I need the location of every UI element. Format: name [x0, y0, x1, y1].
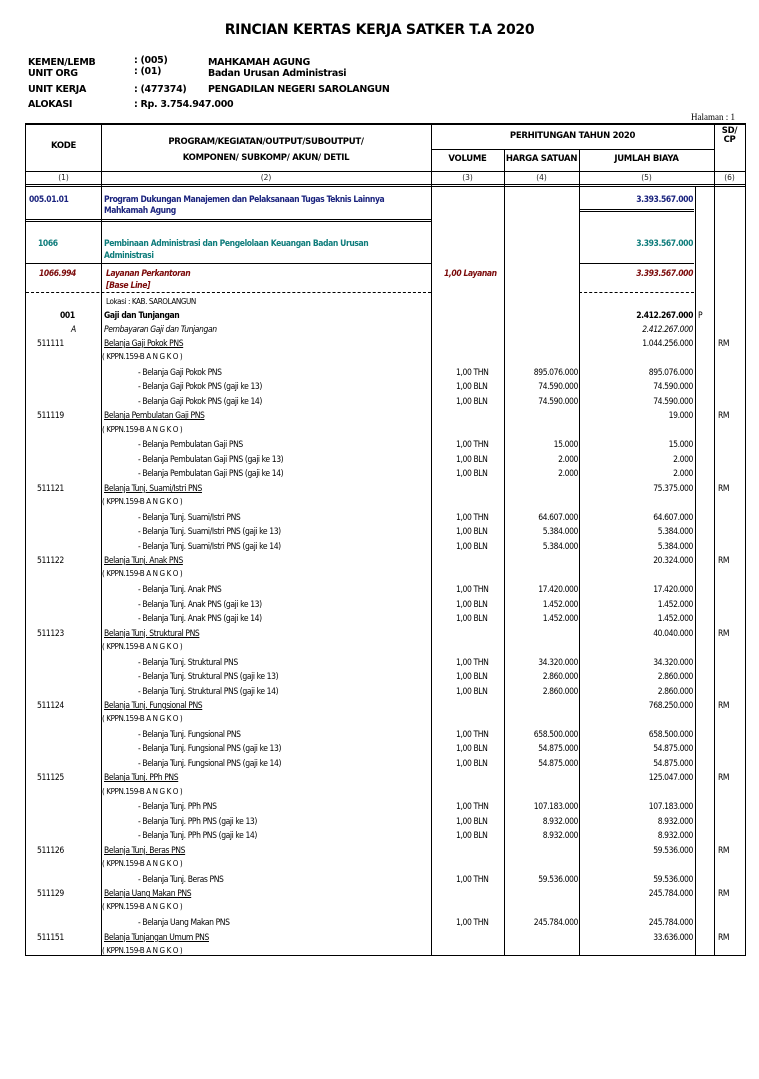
akun-kppn: ( KPPN.159-B A N G K O ): [102, 497, 183, 506]
detail-jumlah-biaya: 8.932.000: [657, 816, 693, 827]
detail-volume: 1,00 BLN: [456, 816, 488, 827]
akun-kppn: ( KPPN.159-B A N G K O ): [102, 641, 183, 651]
program-name-line1: Program Dukungan Manajemen dan Pelaksanaan Tugas Teknis Lainnya: [104, 195, 385, 205]
col-number-4: (4): [536, 173, 547, 182]
detail-volume: 1,00 BLN: [456, 396, 488, 407]
output-total: 3.393.567.000: [636, 269, 693, 279]
detail-volume: 1,00 BLN: [456, 744, 488, 755]
detail-volume: 1,00 BLN: [456, 541, 488, 552]
detail-harga-satuan: 74.590.000: [538, 382, 578, 393]
header-perhitungan: PERHITUNGAN TAHUN 2020: [509, 131, 636, 141]
akun-sumber-dana: RM: [718, 628, 730, 639]
kegiatan-name-line2: Administrasi: [104, 251, 154, 261]
detail-name: - Belanja Tunj. Struktural PNS (gaji ke 13): [138, 672, 279, 682]
akun-name: Belanja Gaji Pokok PNS: [104, 339, 184, 349]
detail-volume: 1,00 THN: [456, 367, 489, 378]
detail-volume: 1,00 BLN: [456, 382, 488, 393]
detail-volume: 1,00 BLN: [456, 672, 488, 682]
header-sdcp-line1: SD/: [721, 126, 738, 136]
detail-jumlah-biaya: 54.875.000: [653, 744, 693, 755]
output-code: 1066.994: [39, 269, 76, 279]
akun-code: 511126: [37, 845, 64, 856]
header-harga-satuan: HARGA SATUAN: [505, 154, 578, 164]
detail-jumlah-biaya: 8.932.000: [657, 831, 693, 842]
program-name-line2: Mahkamah Agung: [104, 206, 176, 216]
detail-name: - Belanja Pembulatan Gaji PNS: [138, 440, 243, 451]
detail-name: - Belanja Tunj. Fungsional PNS (gaji ke 14): [138, 758, 282, 769]
alokasi-label: ALOKASI: [28, 99, 73, 110]
akun-code: 511122: [37, 556, 64, 567]
col-number-2: (2): [260, 173, 272, 182]
header-jumlah-biaya: JUMLAH BIAYA: [614, 154, 679, 164]
akun-total: 768.250.000: [648, 701, 693, 711]
detail-harga-satuan: 107.183.000: [533, 802, 578, 813]
detail-jumlah-biaya: 2.000: [673, 454, 693, 465]
detail-jumlah-biaya: 74.590.000: [653, 382, 693, 393]
header-volume: VOLUME: [448, 154, 487, 164]
detail-name: - Belanja Gaji Pokok PNS (gaji ke 14): [138, 396, 262, 407]
detail-volume: 1,00 BLN: [456, 527, 488, 538]
col-number-1: (1): [58, 173, 69, 182]
detail-name: - Belanja Gaji Pokok PNS (gaji ke 13): [138, 382, 262, 393]
detail-name: - Belanja Tunj. PPh PNS (gaji ke 13): [138, 816, 257, 827]
detail-name: - Belanja Tunj. PPh PNS: [138, 802, 217, 813]
col-divider: [695, 187, 696, 955]
akun-total: 20.324.000: [653, 556, 693, 567]
detail-volume: 1,00 BLN: [456, 831, 488, 842]
akun-name: Belanja Pembulatan Gaji PNS: [104, 411, 205, 422]
detail-harga-satuan: 245.784.000: [533, 918, 578, 929]
detail-jumlah-biaya: 245.784.000: [648, 918, 693, 929]
subkomponen-code: A: [71, 325, 76, 335]
col-divider: [714, 125, 715, 955]
detail-jumlah-biaya: 895.076.000: [648, 367, 693, 378]
detail-harga-satuan: 895.076.000: [533, 367, 578, 378]
akun-total: 40.040.000: [653, 628, 693, 639]
akun-sumber-dana: RM: [718, 889, 730, 900]
akun-total: 59.536.000: [653, 845, 693, 856]
header-program-line2: KOMPONEN/ SUBKOMP/ AKUN/ DETIL: [182, 153, 350, 163]
detail-name: - Belanja Pembulatan Gaji PNS (gaji ke 13): [138, 454, 284, 465]
col-number-6: (6): [724, 173, 735, 182]
unit-kerja-code: : (477374): [134, 84, 187, 95]
detail-harga-satuan: 64.607.000: [538, 512, 578, 523]
detail-jumlah-biaya: 1.452.000: [657, 614, 693, 625]
unit-org-label: UNIT ORG: [28, 68, 78, 79]
akun-total: 1.044.256.000: [642, 339, 693, 349]
program-divider: [26, 221, 431, 222]
akun-sumber-dana: RM: [718, 483, 730, 494]
akun-name: Belanja Tunj. PPh PNS: [104, 773, 179, 784]
underline: [579, 209, 694, 210]
detail-jumlah-biaya: 2.000: [673, 469, 693, 480]
output-name: Layanan Perkantoran: [106, 269, 191, 279]
unit-kerja-name: PENGADILAN NEGERI SAROLANGUN: [208, 84, 390, 95]
col-divider: [431, 125, 432, 955]
detail-name: - Belanja Tunj. Struktural PNS: [138, 657, 238, 668]
detail-volume: 1,00 THN: [456, 918, 489, 929]
detail-volume: 1,00 THN: [456, 512, 489, 523]
detail-harga-satuan: 2.000: [558, 454, 578, 465]
header-divider: [26, 186, 745, 187]
akun-code: 511125: [37, 773, 64, 784]
detail-jumlah-biaya: 5.384.000: [657, 527, 693, 538]
komponen-flag: P: [698, 311, 703, 321]
alokasi-value: : Rp. 3.754.947.000: [134, 99, 234, 110]
detail-jumlah-biaya: 1.452.000: [657, 599, 693, 610]
komponen-total: 2.412.267.000: [636, 311, 693, 321]
detail-name: - Belanja Tunj. Fungsional PNS: [138, 729, 241, 740]
akun-sumber-dana: RM: [718, 845, 730, 856]
akun-total: 33.636.000: [653, 932, 693, 943]
kegiatan-divider: [26, 263, 431, 264]
detail-jumlah-biaya: 17.420.000: [653, 585, 693, 596]
program-divider: [26, 219, 431, 220]
detail-volume: 1,00 BLN: [456, 599, 488, 610]
detail-volume: 1,00 THN: [456, 729, 489, 740]
akun-kppn: ( KPPN.159-B A N G K O ): [102, 786, 183, 796]
detail-harga-satuan: 34.320.000: [538, 657, 578, 668]
detail-volume: 1,00 BLN: [456, 614, 488, 625]
akun-total: 245.784.000: [648, 889, 693, 900]
akun-total: 19.000: [668, 411, 693, 422]
col-number-5: (5): [641, 173, 652, 182]
detail-jumlah-biaya: 5.384.000: [657, 541, 693, 552]
output-dashed-divider: [26, 292, 431, 294]
subkomponen-total: 2.412.267.000: [642, 325, 693, 335]
akun-kppn: ( KPPN.159-B A N G K O ): [102, 902, 183, 912]
detail-jumlah-biaya: 34.320.000: [653, 657, 693, 668]
akun-name: Belanja Uang Makan PNS: [104, 889, 192, 900]
detail-jumlah-biaya: 107.183.000: [648, 802, 693, 813]
page-number: Halaman : 1: [691, 112, 735, 122]
detail-volume: 1,00 THN: [456, 585, 489, 596]
detail-volume: 1,00 THN: [456, 657, 489, 668]
komponen-code: 001: [60, 311, 75, 321]
detail-volume: 1,00 BLN: [456, 454, 488, 465]
detail-name: - Belanja Tunj. Suami/Istri PNS: [138, 512, 241, 523]
detail-jumlah-biaya: 658.500.000: [648, 729, 693, 740]
header-program-line1: PROGRAM/KEGIATAN/OUTPUT/SUBOUTPUT/: [168, 137, 364, 147]
detail-name: - Belanja Tunj. Struktural PNS (gaji ke 14): [138, 686, 279, 697]
kemen-label: KEMEN/LEMB: [28, 57, 96, 68]
budget-table: [25, 123, 746, 956]
kegiatan-name-line1: Pembinaan Administrasi dan Pengelolaan Keuangan Badan Urusan: [104, 239, 369, 249]
detail-harga-satuan: 15.000: [553, 440, 578, 451]
detail-name: - Belanja Tunj. Beras PNS: [138, 874, 224, 885]
akun-code: 511111: [37, 339, 64, 349]
akun-kppn: ( KPPN.159-B A N G K O ): [102, 352, 183, 362]
detail-volume: 1,00 THN: [456, 874, 489, 885]
detail-name: - Belanja Tunj. Fungsional PNS (gaji ke 13): [138, 744, 282, 755]
detail-volume: 1,00 THN: [456, 440, 489, 451]
unit-org-name: Badan Urusan Administrasi: [208, 68, 347, 79]
detail-harga-satuan: 2.860.000: [542, 686, 578, 697]
col-divider: [101, 125, 102, 955]
subkomponen-name: Pembayaran Gaji dan Tunjangan: [104, 325, 217, 335]
kegiatan-code: 1066: [38, 239, 58, 249]
akun-total: 125.047.000: [648, 773, 693, 784]
output-volume: 1,00 Layanan: [444, 269, 497, 279]
akun-kppn: ( KPPN.159-B A N G K O ): [102, 714, 183, 724]
akun-kppn: ( KPPN.159-B A N G K O ): [102, 859, 183, 868]
header-divider: [431, 149, 714, 150]
detail-name: - Belanja Gaji Pokok PNS: [138, 367, 222, 378]
akun-name: Belanja Tunj. Suami/Istri PNS: [104, 483, 202, 494]
header-kode: KODE: [50, 141, 77, 151]
kemen-code: : (005): [134, 55, 168, 66]
akun-code: 511124: [37, 701, 64, 711]
detail-harga-satuan: 5.384.000: [542, 527, 578, 538]
detail-harga-satuan: 74.590.000: [538, 396, 578, 407]
detail-name: - Belanja Tunj. PPh PNS (gaji ke 14): [138, 831, 257, 842]
program-total: 3.393.567.000: [636, 195, 693, 205]
detail-volume: 1,00 BLN: [456, 758, 488, 769]
detail-harga-satuan: 1.452.000: [542, 614, 578, 625]
akun-kppn: ( KPPN.159-B A N G K O ): [102, 424, 183, 434]
lokasi: Lokasi : KAB. SAROLANGUN: [106, 297, 196, 306]
unit-org-code: : (01): [134, 66, 162, 77]
akun-name: Belanja Tunj. Struktural PNS: [104, 628, 200, 639]
underline: [579, 211, 694, 212]
detail-name: - Belanja Uang Makan PNS: [138, 918, 230, 929]
detail-name: - Belanja Tunj. Anak PNS (gaji ke 14): [138, 614, 262, 625]
header-sdcp: [714, 127, 745, 145]
kemen-name: MAHKAMAH AGUNG: [208, 57, 310, 68]
detail-name: - Belanja Tunj. Suami/Istri PNS (gaji ke 13): [138, 527, 281, 538]
akun-code: 511123: [37, 628, 64, 639]
akun-sumber-dana: RM: [718, 339, 730, 349]
akun-sumber-dana: RM: [718, 701, 730, 711]
akun-total: 75.375.000: [653, 483, 693, 494]
detail-harga-satuan: 54.875.000: [538, 744, 578, 755]
akun-kppn: ( KPPN.159-B A N G K O ): [102, 945, 183, 955]
unit-kerja-label: UNIT KERJA: [28, 84, 87, 95]
detail-jumlah-biaya: 2.860.000: [657, 686, 693, 697]
program-code: 005.01.01: [29, 195, 69, 205]
output-dashed-underline: [579, 292, 694, 294]
komponen-name: Gaji dan Tunjangan: [104, 311, 180, 321]
akun-code: 511121: [37, 483, 64, 494]
akun-code: 511151: [37, 932, 64, 943]
detail-harga-satuan: 1.452.000: [542, 599, 578, 610]
detail-jumlah-biaya: 59.536.000: [653, 874, 693, 885]
akun-sumber-dana: RM: [718, 773, 730, 784]
akun-code: 511129: [37, 889, 64, 900]
output-baseline: [Base Line]: [106, 281, 151, 291]
detail-volume: 1,00 BLN: [456, 469, 488, 480]
header-sdcp-line2: CP: [723, 135, 736, 145]
document-title: RINCIAN KERTAS KERJA SATKER T.A 2020: [224, 22, 535, 38]
detail-jumlah-biaya: 2.860.000: [657, 672, 693, 682]
akun-sumber-dana: RM: [718, 411, 730, 422]
detail-name: - Belanja Tunj. Anak PNS: [138, 585, 222, 596]
detail-name: - Belanja Pembulatan Gaji PNS (gaji ke 14): [138, 469, 284, 480]
header-divider: [26, 184, 745, 185]
detail-harga-satuan: 17.420.000: [538, 585, 578, 596]
akun-code: 511119: [37, 411, 64, 422]
col-number-3: (3): [462, 173, 473, 182]
akun-name: Belanja Tunj. Fungsional PNS: [104, 701, 203, 711]
detail-harga-satuan: 5.384.000: [542, 541, 578, 552]
detail-jumlah-biaya: 15.000: [668, 440, 693, 451]
akun-name: Belanja Tunjangan Umum PNS: [104, 932, 209, 943]
detail-harga-satuan: 2.860.000: [542, 672, 578, 682]
detail-harga-satuan: 658.500.000: [533, 729, 578, 740]
kegiatan-total: 3.393.567.000: [636, 239, 693, 249]
akun-name: Belanja Tunj. Anak PNS: [104, 556, 183, 567]
akun-sumber-dana: RM: [718, 556, 730, 567]
detail-jumlah-biaya: 54.875.000: [653, 758, 693, 769]
akun-kppn: ( KPPN.159-B A N G K O ): [102, 569, 183, 579]
detail-jumlah-biaya: 74.590.000: [653, 396, 693, 407]
akun-name: Belanja Tunj. Beras PNS: [104, 845, 186, 856]
detail-harga-satuan: 59.536.000: [538, 874, 578, 885]
detail-name: - Belanja Tunj. Suami/Istri PNS (gaji ke 14): [138, 541, 281, 552]
detail-jumlah-biaya: 64.607.000: [653, 512, 693, 523]
detail-harga-satuan: 2.000: [558, 469, 578, 480]
detail-harga-satuan: 8.932.000: [542, 831, 578, 842]
detail-harga-satuan: 8.932.000: [542, 816, 578, 827]
detail-volume: 1,00 THN: [456, 802, 489, 813]
akun-sumber-dana: RM: [718, 932, 730, 943]
detail-harga-satuan: 54.875.000: [538, 758, 578, 769]
detail-name: - Belanja Tunj. Anak PNS (gaji ke 13): [138, 599, 262, 610]
detail-volume: 1,00 BLN: [456, 686, 488, 697]
kegiatan-underline: [579, 263, 694, 264]
header-divider: [26, 171, 745, 172]
